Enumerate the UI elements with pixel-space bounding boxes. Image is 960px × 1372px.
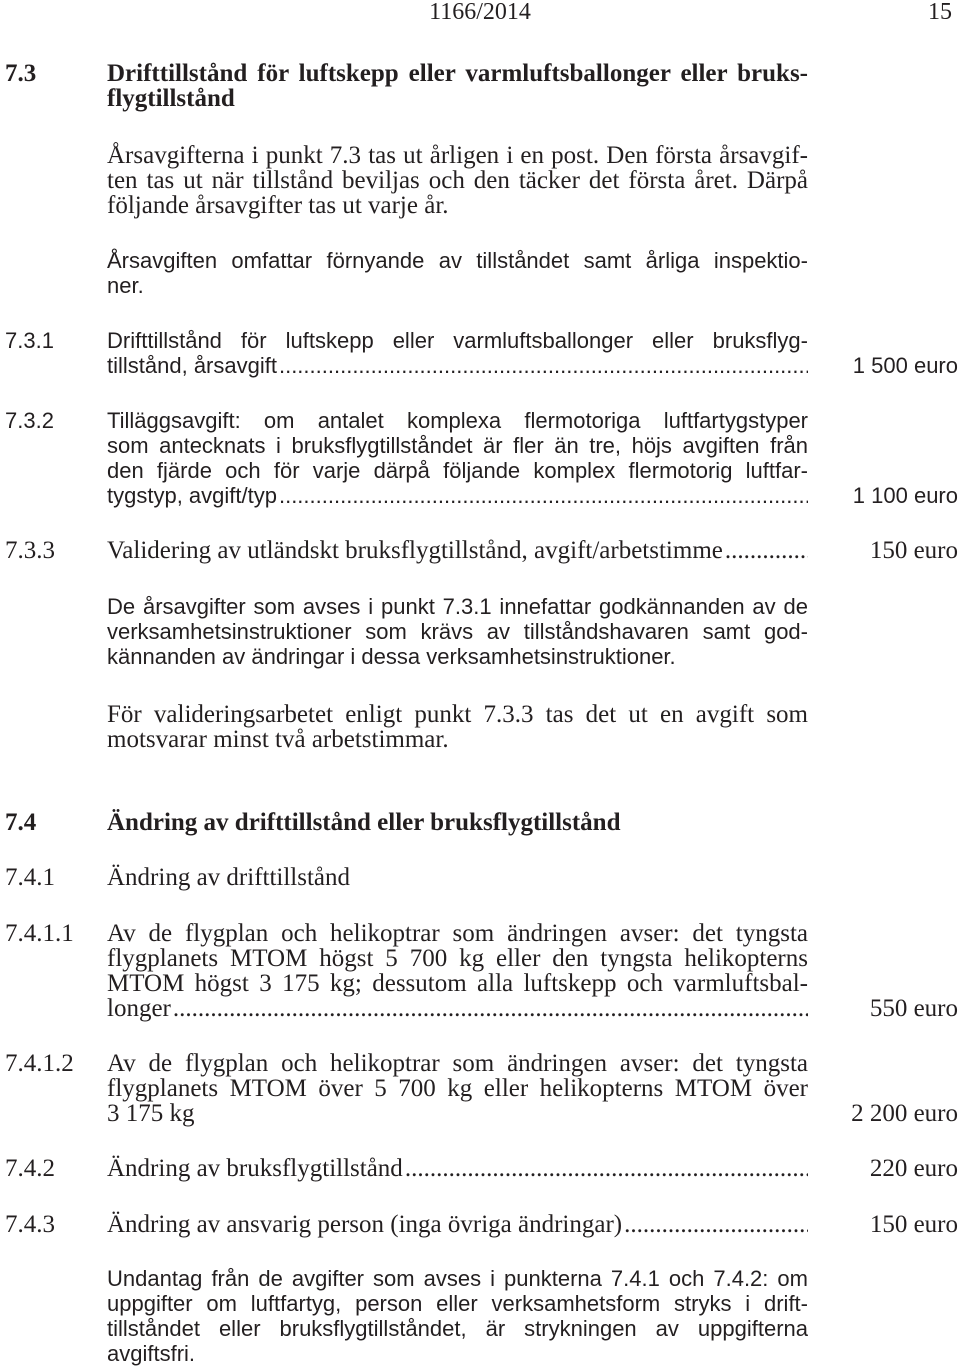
paragraph-line: För valideringsarbetet enligt punkt 7.3.3 tas det ut en avgift som <box>107 701 808 728</box>
item-description <box>107 1051 808 1126</box>
item-number: 7.3.2 <box>5 408 54 433</box>
paragraph-line: Undantag från de avgifter som avses i punkterna 7.4.1 och 7.4.2: om <box>107 1266 808 1291</box>
item-text-line-end: tillstånd, årsavgift <box>107 353 277 378</box>
document-number: 1166/2014 <box>429 0 531 25</box>
section-title <box>107 61 808 111</box>
dot-leader <box>279 483 808 508</box>
item-text-line <box>107 353 808 378</box>
item-number: 7.4.3 <box>5 1211 55 1238</box>
dot-leader <box>725 538 808 563</box>
dot-leader <box>624 1212 808 1237</box>
item-text-line: flygplanets MTOM högst 5 700 kg eller den tyngsta helikopterns <box>107 945 808 972</box>
item-text-line <box>107 1212 808 1237</box>
dot-leader <box>173 996 808 1021</box>
paragraph-body <box>107 1266 808 1366</box>
item-description <box>107 1156 808 1181</box>
item-text-line <box>107 483 808 508</box>
dot-leader <box>405 1156 808 1181</box>
item-number: 7.3.3 <box>5 537 55 564</box>
item-text-line: Av de flygplan och helikoptrar som ändringen avser: det tyngsta <box>107 1050 808 1077</box>
subsection-title <box>107 865 808 890</box>
item-text-line <box>107 996 808 1021</box>
fee-amount: 150 euro <box>869 1211 958 1238</box>
item-text-line-end: tygstyp, avgift/typ <box>107 483 277 508</box>
item-text-line: den fjärde och för varje därpå följande komplex flermotorig luftfar- <box>107 458 808 483</box>
section-number: 7.4 <box>5 809 37 836</box>
paragraph-line: Årsavgifterna i punkt 7.3 tas ut årligen i en post. Den första årsavgif- <box>107 142 808 169</box>
subsection-number: 7.4.1 <box>5 864 55 891</box>
item-text-line-end: longer <box>107 995 171 1022</box>
paragraph-line: Årsavgiften omfattar förnyande av tillståndet samt årliga inspektio- <box>107 248 808 273</box>
fee-amount: 2 200 euro <box>851 1100 958 1127</box>
item-description <box>107 1212 808 1237</box>
item-text-line: Drifttillstånd för luftskepp eller varmluftsballonger eller bruksflyg- <box>107 328 808 353</box>
subsection-title-line: Ändring av drifttillstånd <box>107 864 351 891</box>
paragraph-line: uppgifter om luftfartyg, person eller verksamhetsform stryks i drift- <box>107 1291 808 1316</box>
fee-amount: 550 euro <box>869 995 958 1022</box>
item-description <box>107 408 808 508</box>
fee-amount: 220 euro <box>869 1155 958 1182</box>
paragraph-body <box>107 702 808 752</box>
paragraph-line: följande årsavgifter tas ut varje år. <box>107 192 449 219</box>
section-title <box>107 810 808 835</box>
section-title-line: flygtillstånd <box>107 85 235 112</box>
paragraph-line: motsvarar minst två arbetstimmar. <box>107 726 449 753</box>
item-number: 7.4.2 <box>5 1155 55 1182</box>
paragraph-line: kännanden av ändringar i dessa verksamhetsinstruktioner. <box>107 644 676 669</box>
item-number: 7.4.1.2 <box>5 1050 74 1077</box>
paragraph-line: ten tas ut när tillstånd beviljas och den täcker det första året. Därpå <box>107 167 808 194</box>
item-text-line-end: Validering av utländskt bruksflygtillstånd, avgift/arbetstimme <box>107 537 723 564</box>
item-text-line <box>107 538 808 563</box>
paragraph-body <box>107 248 808 298</box>
paragraph-line: ner. <box>107 273 144 298</box>
item-description <box>107 328 808 378</box>
item-description <box>107 538 808 563</box>
item-text-line-end: Ändring av bruksflygtillstånd <box>107 1155 403 1182</box>
section-title-line: Ändring av drifttillstånd eller bruksflygtillstånd <box>107 809 621 836</box>
item-text-line: 3 175 kg <box>107 1100 195 1127</box>
fee-amount: 150 euro <box>869 537 958 564</box>
item-text-line: som antecknats i bruksflygtillståndet är fler än tre, höjs avgiften från <box>107 433 808 458</box>
paragraph-line: De årsavgifter som avses i punkt 7.3.1 innefattar godkännanden av de <box>107 594 808 619</box>
item-number: 7.3.1 <box>5 328 54 353</box>
item-text-line <box>107 1156 808 1181</box>
item-text-line: Av de flygplan och helikoptrar som ändringen avser: det tyngsta <box>107 920 808 947</box>
item-text-line: flygplanets MTOM över 5 700 kg eller helikopterns MTOM över <box>107 1075 808 1102</box>
section-title-line: Drifttillstånd för luftskepp eller varmluftsballonger eller bruks- <box>107 60 808 87</box>
fee-amount: 1 100 euro <box>852 483 958 508</box>
paragraph-line: verksamhetsinstruktioner som krävs av tillståndshavaren samt god- <box>107 619 808 644</box>
paragraph-body <box>107 594 808 669</box>
paragraph-body <box>107 143 808 218</box>
paragraph-line: tillståndet eller bruksflygtillståndet, är strykningen av uppgifterna <box>107 1316 808 1341</box>
dot-leader <box>279 353 808 378</box>
paragraph-line: avgiftsfri. <box>107 1341 196 1366</box>
item-text-line-end: Ändring av ansvarig person (inga övriga ändringar) <box>107 1211 623 1238</box>
section-number: 7.3 <box>5 60 37 87</box>
page-number: 15 <box>928 0 952 25</box>
item-text-line: Tilläggsavgift: om antalet komplexa flermotoriga luftfartygstyper <box>107 408 808 433</box>
page-header <box>0 0 960 25</box>
fee-amount: 1 500 euro <box>852 353 958 378</box>
item-description <box>107 921 808 1021</box>
item-number: 7.4.1.1 <box>5 920 74 947</box>
item-text-line: MTOM högst 3 175 kg; dessutom alla luftskepp och varmluftsbal- <box>107 970 808 997</box>
